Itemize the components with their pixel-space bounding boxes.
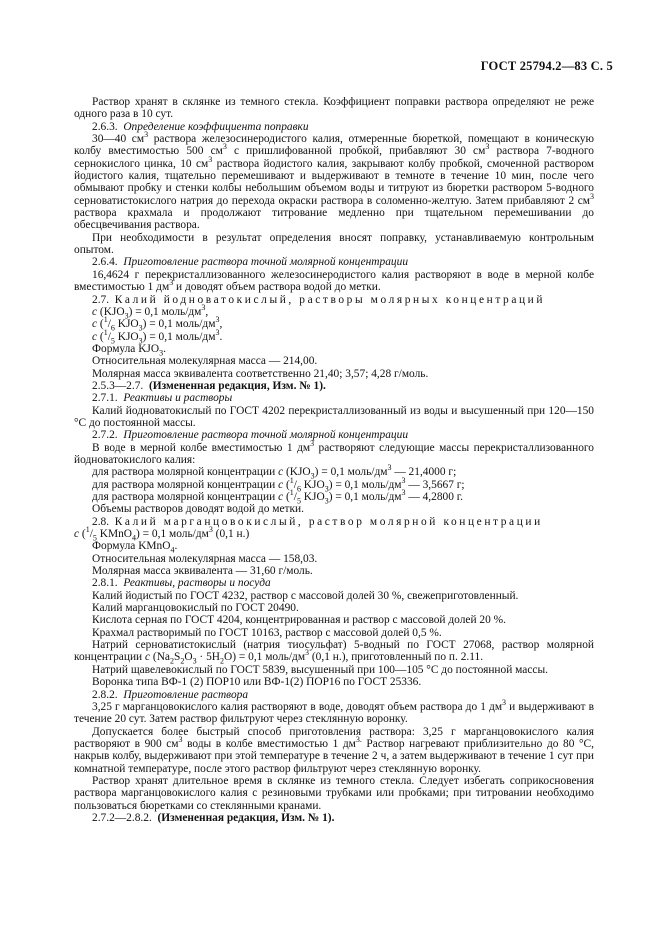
paragraph: c ($^1/_5$ KMnO$_4$) = 0,1 моль/$дм^3$ (0,1 н.)	[74, 525, 250, 543]
paragraph: Натрий серноватистокислый (натрия тиосульфат) 5-водный по ГОСТ 27068, раствор молярной концентрации c $(Na_2S_2O_3 \cdot 5H_2O) = 0,1$ моль/$дм^3$ (0,1 н.), приготовленный по п. 2.11.	[74, 639, 594, 666]
paragraph: 2.5.3—2.7. (Измененная редакция, Изм. № 1).	[92, 379, 326, 392]
paragraph: c ($^1/_6$ $KJO_3) = 0,1$ моль/$дм^3$,	[92, 315, 223, 333]
paragraph: 2.7.2—2.8.2. (Измененная редакция, Изм. № 1).	[92, 811, 335, 824]
paragraph: Кислота серная по ГОСТ 4204, концентрированная и раствор с массовой долей 20 %.	[92, 614, 506, 627]
paragraph: c ($^1/_5$ $KJO_3) = 0,1$ моль/$дм^3$.	[92, 327, 223, 345]
paragraph: 2.8.2. Приготовление раствора	[92, 688, 249, 701]
paragraph: 3,25 г марганцовокислого калия растворяют в воде, доводят объем раствора до 1 $дм^3$ и выдерживают в течение 20 сут. Затем раствор фильтруют через стеклянную воронку.	[74, 698, 594, 726]
paragraph: 2.8.1. Реактивы, растворы и посуда	[92, 577, 271, 590]
paragraph: Натрий щавелевокислый по ГОСТ 5839, высушенный при 100—105 °С до постоянной массы.	[92, 663, 548, 676]
paragraph: При необходимости в результат определения вносят поправку, устанавливаемую контрольным опытом.	[74, 231, 594, 257]
paragraph: Калий йодистый по ГОСТ 4232, раствор с массовой долей 30 %, свежеприготовленный.	[92, 589, 519, 602]
paragraph: c $(KJO_3) = 0,1$ моль/$дм^3$,	[92, 303, 209, 321]
paragraph: Калий йодноватокислый по ГОСТ 4202 перекристаллизованный из воды и высушенный при 120—150 °С до постоянной массы.	[74, 404, 594, 429]
paragraph: Молярная масса эквивалента соответственно 21,40; 3,57; 4,28 г/моль.	[92, 367, 429, 380]
paragraph: 2.7. Калий йодноватокислый, растворы молярных концентраций	[92, 293, 546, 306]
paragraph: Раствор хранят в склянке из темного стекла. Коэффициент поправки раствора определяют не реже одного раза в 10 сут.	[74, 96, 594, 121]
paragraph: 2.6.4. Приготовление раствора точной молярной концентрации	[92, 256, 409, 269]
paragraph: Раствор хранят длительное время в склянке из темного стекла. Следует избегать соприкосновения раствора марганцовокислого калия с резиновыми трубками или пробками; при титровании необходимо пользоваться бюретками со стеклянными кранами.	[74, 774, 594, 812]
page-header: ГОСТ 25794.2—83 С. 5	[480, 59, 613, 73]
paragraph: 16,4624 г перекристаллизованного железосинеродистого калия растворяют в воде в мерной колбе вместимостью 1 $дм^3$ и доводят объем раствора водой до метки.	[74, 268, 594, 294]
paragraph: для раствора молярной концентрации c ($^1/_5$ $KJO_3) = 0,1$ моль/$дм^3$ — 4,2800 г.	[92, 488, 463, 506]
paragraph: Крахмал растворимый по ГОСТ 10163, раствор с массовой долей 0,5 %.	[92, 626, 442, 639]
document-body	[74, 96, 594, 824]
paragraph: Формула $KJO_3$.	[92, 342, 166, 358]
paragraph: Молярная масса эквивалента — 31,60 г/моль.	[92, 565, 313, 578]
paragraph: Допускается более быстрый способ приготовления раствора: 3,25 г марганцовокислого калия растворяют в 900 $см^3$ воды в колбе вместимостью 1 $дм^{3.}$ Раствор нагревают приблизительно до 80 °С, накрыв колбу, выдерживают при этой температуре в течение 2 ч, а затем выдерживают в течение 1 сут при комнатной температуре, после этого раствор фильтруют через стеклянную воронку.	[74, 725, 594, 775]
paragraph: 2.7.2. Приготовление раствора точной молярной концентрации	[92, 429, 409, 442]
paragraph: для раствора молярной концентрации c $(KJO_3) = 0,1$ моль/$дм^3$ — 21,4000 г;	[92, 463, 457, 481]
paragraph: В воде в мерной колбе вместимостью 1 $дм^3$ растворяют следующие массы перекристаллизованного йодноватокислого калия:	[74, 438, 594, 466]
paragraph: Относительная молекулярная масса — 214,00.	[92, 355, 318, 368]
paragraph: Воронка типа ВФ-1 (2) ПОР10 или ВФ-1(2) ПОР16 по ГОСТ 25336.	[92, 676, 422, 689]
paragraph: 30—40 $см^3$ раствора железосинеродистого калия, отмеренные бюреткой, помещают в коническую колбу вместимостью 500 $см^3$ с пришлифованной пробкой, прибавляют 30 $см^3$ раствора 7-водного сернокислого цинка, 10 $см^3$ раствора йодистого калия, закрывают колбу пробкой, смоченной раствором йодистого калия, тщательно перемешивают и выдерживают в темноте в течение 10 мин, после чего обмывают пробку и стенки колбы небольшим объемом воды и титруют из бюретки раствором 5-водного серноватистокислого натрия до перехода окраски раствора в соломенно-желтую. Затем прибавляют 2 $см^3$ раствора крахмала и продолжают титрование медленно при тщательном перемешивании до обесцвечивания раствора.	[74, 130, 595, 232]
paragraph: Относительная молекулярная масса — 158,03.	[92, 552, 318, 565]
paragraph: Калий марганцовокислый по ГОСТ 20490.	[92, 602, 299, 615]
paragraph: Объемы растворов доводят водой до метки.	[92, 503, 304, 516]
paragraph: 2.8. Калий марганцовокислый, раствор молярной концентрации	[92, 515, 543, 528]
paragraph: Формула KMnO$_4$.	[92, 540, 178, 555]
paragraph: для раствора молярной концентрации c ($^1/_6$ $KJO_3) = 0,1$ моль/$дм^3$ — 3,5667 г;	[92, 475, 465, 493]
paragraph: 2.7.1. Реактивы и растворы	[92, 392, 233, 405]
paragraph: 2.6.3. Определение коэффициента поправки	[92, 120, 309, 133]
